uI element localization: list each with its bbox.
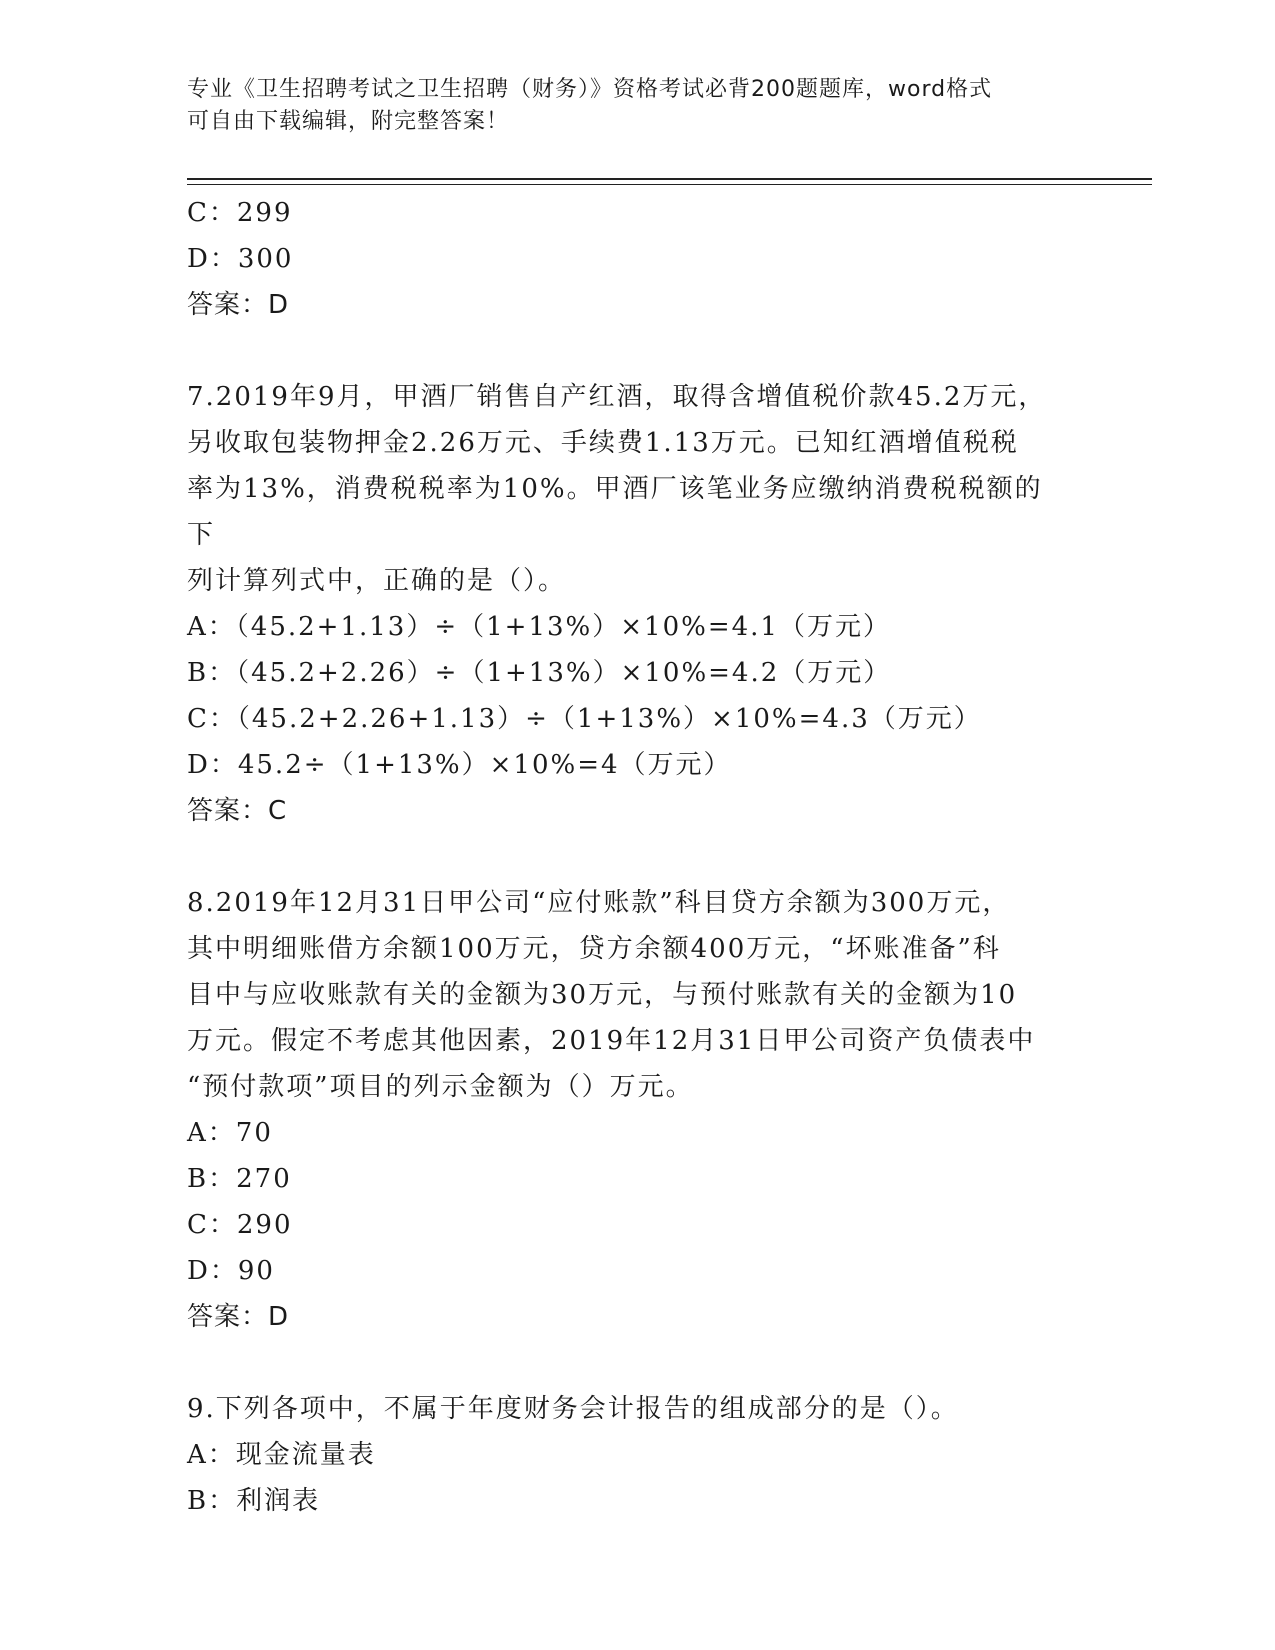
previous-question-tail (187, 190, 1067, 328)
question-8 (187, 880, 1067, 1340)
stem-line: 8.2019年12月31日甲公司“应付账款”科目贷方余额为300万元， (187, 888, 1011, 918)
option-b: B：270 (187, 1164, 292, 1194)
stem-line: 目中与应收账款有关的金额为30万元，与预付账款有关的金额为10 (187, 980, 1018, 1010)
question-stem (187, 374, 1067, 604)
answer-line: 答案：D (187, 1302, 290, 1332)
question-stem (187, 880, 1067, 1110)
question-7 (187, 374, 1067, 834)
option-d: D：300 (187, 244, 294, 274)
option-a: A：现金流量表 (187, 1440, 376, 1470)
option-d: D：90 (187, 1256, 275, 1286)
option-b: B：利润表 (187, 1486, 321, 1516)
stem-line: 9.下列各项中，不属于年度财务会计报告的组成部分的是（）。 (187, 1394, 959, 1424)
option-c: C：299 (187, 198, 293, 228)
header-divider-thick (187, 178, 1152, 180)
header-divider-thin (187, 184, 1152, 185)
document-header (187, 74, 1067, 138)
spacer (187, 328, 1067, 374)
answer-line: 答案：C (187, 796, 288, 826)
stem-line: 万元。假定不考虑其他因素，2019年12月31日甲公司资产负债表中 (187, 1026, 1036, 1056)
spacer (187, 834, 1067, 880)
stem-line: 率为13%，消费税税率为10%。甲酒厂该笔业务应缴纳消费税税额的下 (187, 474, 1043, 550)
spacer (187, 1340, 1067, 1386)
stem-line: 另收取包装物押金2.26万元、手续费1.13万元。已知红酒增值税税 (187, 428, 1019, 458)
answer-line: 答案：D (187, 290, 290, 320)
header-title-line-2: 可自由下载编辑，附完整答案！ (187, 109, 510, 134)
stem-line: 列计算列式中，正确的是（）。 (187, 566, 567, 596)
option-b: B：（45.2+2.26）÷（1+13%）×10%=4.2（万元） (187, 658, 892, 688)
stem-line: 其中明细账借方余额100万元，贷方余额400万元，“坏账准备”科 (187, 934, 1001, 964)
question-9 (187, 1386, 1067, 1524)
option-c: C：290 (187, 1210, 293, 1240)
question-list (187, 190, 1067, 1524)
stem-line: “预付款项”项目的列示金额为（）万元。 (187, 1072, 694, 1102)
option-a: A：70 (187, 1118, 273, 1148)
stem-line: 7.2019年9月，甲酒厂销售自产红酒，取得含增值税价款45.2万元， (187, 382, 1047, 412)
header-title-line-1: 专业《卫生招聘考试之卫生招聘（财务）》资格考试必背200题题库，word格式 (187, 77, 993, 102)
question-stem (187, 1386, 1067, 1432)
option-c: C：（45.2+2.26+1.13）÷（1+13%）×10%=4.3（万元） (187, 704, 982, 734)
option-d: D：45.2÷（1+13%）×10%=4（万元） (187, 750, 732, 780)
option-a: A：（45.2+1.13）÷（1+13%）×10%=4.1（万元） (187, 612, 891, 642)
